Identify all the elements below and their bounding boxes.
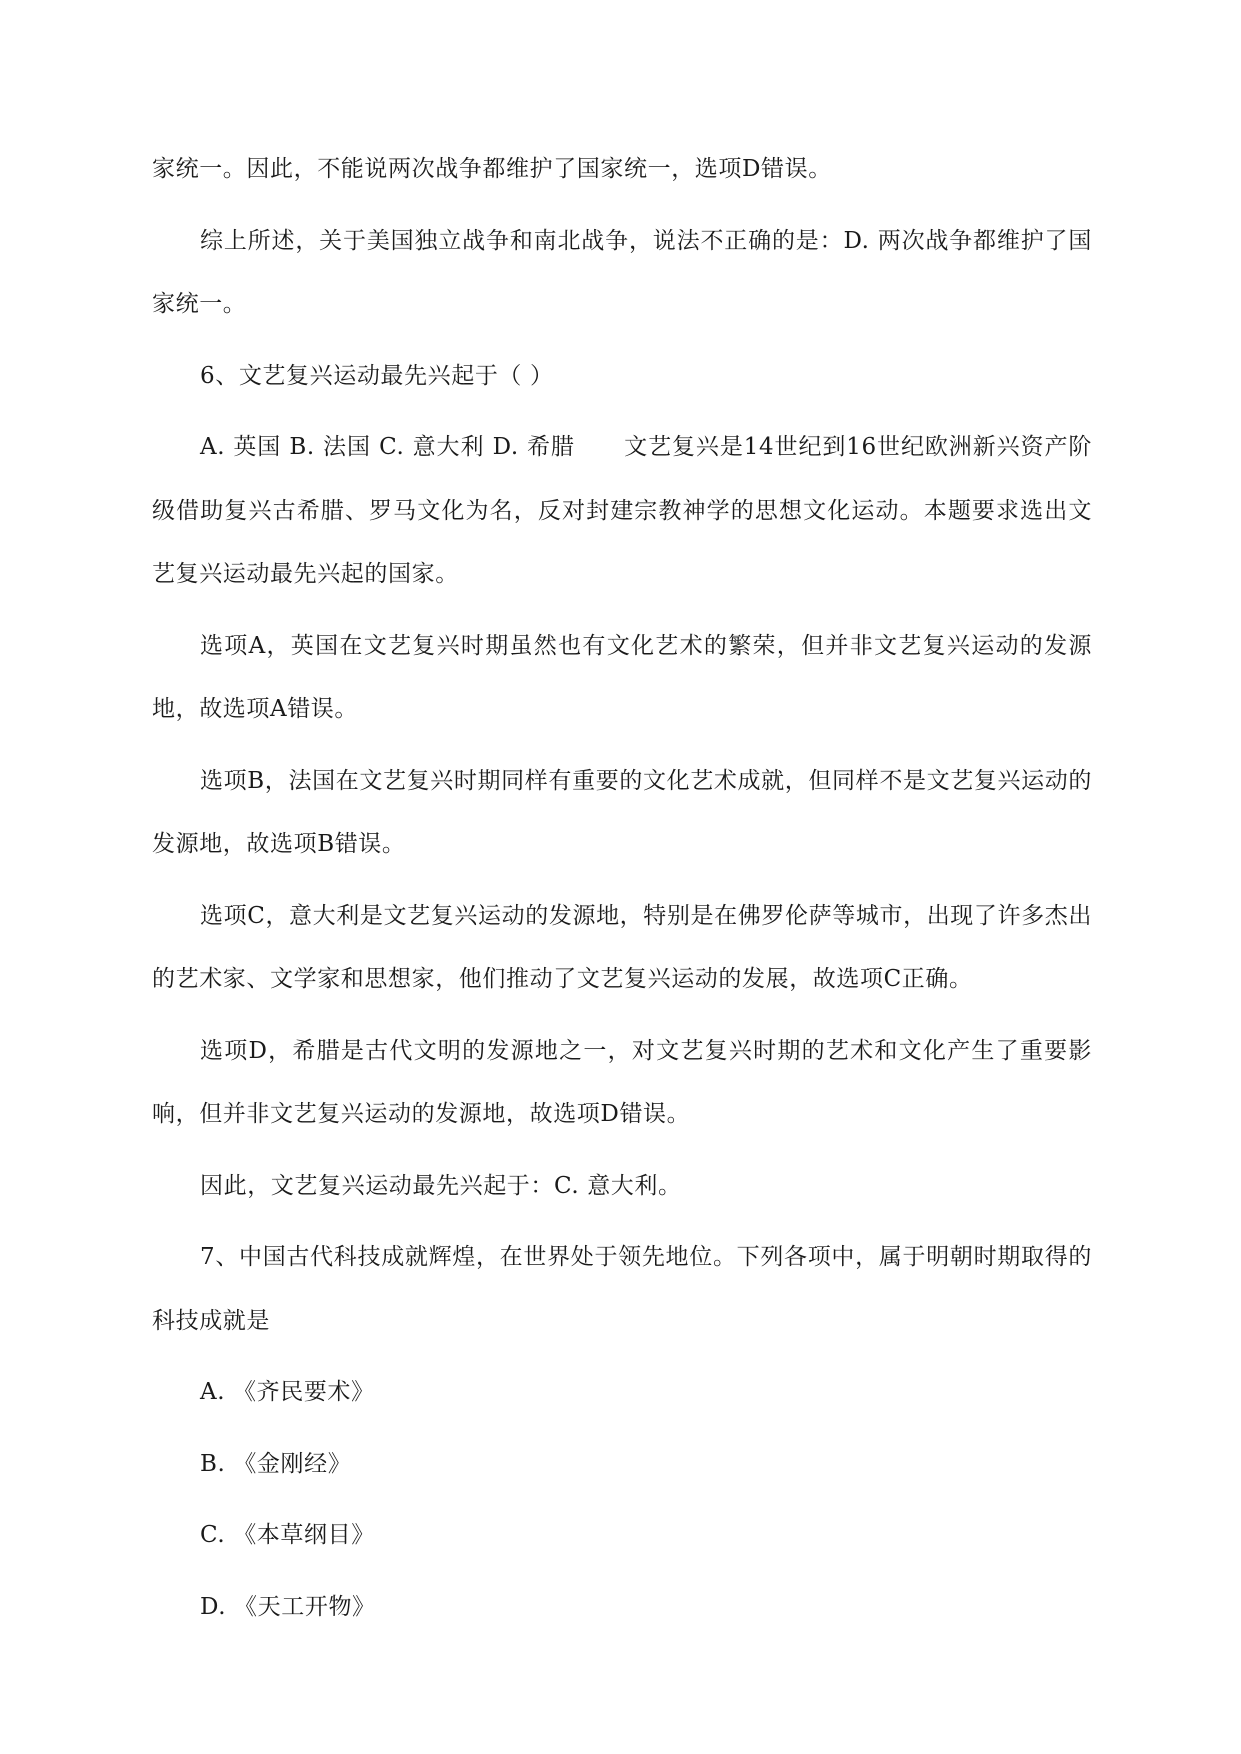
analysis-option-c: 选项C，意大利是文艺复兴运动的发源地，特别是在佛罗伦萨等城市，出现了许多杰出的艺术家、文学家和思想家，他们推动了文艺复兴运动的发展，故选项C正确。 bbox=[152, 902, 1092, 992]
question-6-options-and-analysis: A. 英国 B. 法国 C. 意大利 D. 希腊 文艺复兴是14世纪到16世纪欧洲新兴资产阶级借助复兴古希腊、罗马文化为名，反对封建宗教神学的思想文化运动。本题要求选出文艺复兴运动最先兴起的国家。 bbox=[152, 434, 1092, 587]
question-6-stem: 6、文艺复兴运动最先兴起于（ ） bbox=[200, 362, 554, 389]
question-7-option-c: C. 《本草纲目》 bbox=[200, 1522, 375, 1548]
analysis-option-b: 选项B，法国在文艺复兴时期同样有重要的文化艺术成就，但同样不是文艺复兴运动的发源地，故选项B错误。 bbox=[152, 767, 1092, 857]
paragraph-summary-q5: 综上所述，关于美国独立战争和南北战争，说法不正确的是：D. 两次战争都维护了国家统一。 bbox=[152, 227, 1092, 317]
paragraph-continuation: 家统一。因此，不能说两次战争都维护了国家统一，选项D错误。 bbox=[152, 156, 832, 182]
analysis-option-a: 选项A，英国在文艺复兴时期虽然也有文化艺术的繁荣，但并非文艺复兴运动的发源地，故选项A错误。 bbox=[152, 632, 1092, 722]
document-body bbox=[152, 138, 1092, 1647]
question-6-conclusion: 因此，文艺复兴运动最先兴起于：C. 意大利。 bbox=[200, 1172, 682, 1199]
question-7-option-b: B. 《金刚经》 bbox=[200, 1450, 352, 1477]
question-7-stem: 7、中国古代科技成就辉煌，在世界处于领先地位。下列各项中，属于明朝时期取得的科技成就是 bbox=[152, 1244, 1092, 1334]
question-7-option-a: A. 《齐民要术》 bbox=[200, 1379, 375, 1405]
question-7-option-d: D. 《天工开物》 bbox=[200, 1593, 376, 1620]
analysis-option-d: 选项D，希腊是古代文明的发源地之一，对文艺复兴时期的艺术和文化产生了重要影响，但并非文艺复兴运动的发源地，故选项D错误。 bbox=[152, 1037, 1092, 1127]
